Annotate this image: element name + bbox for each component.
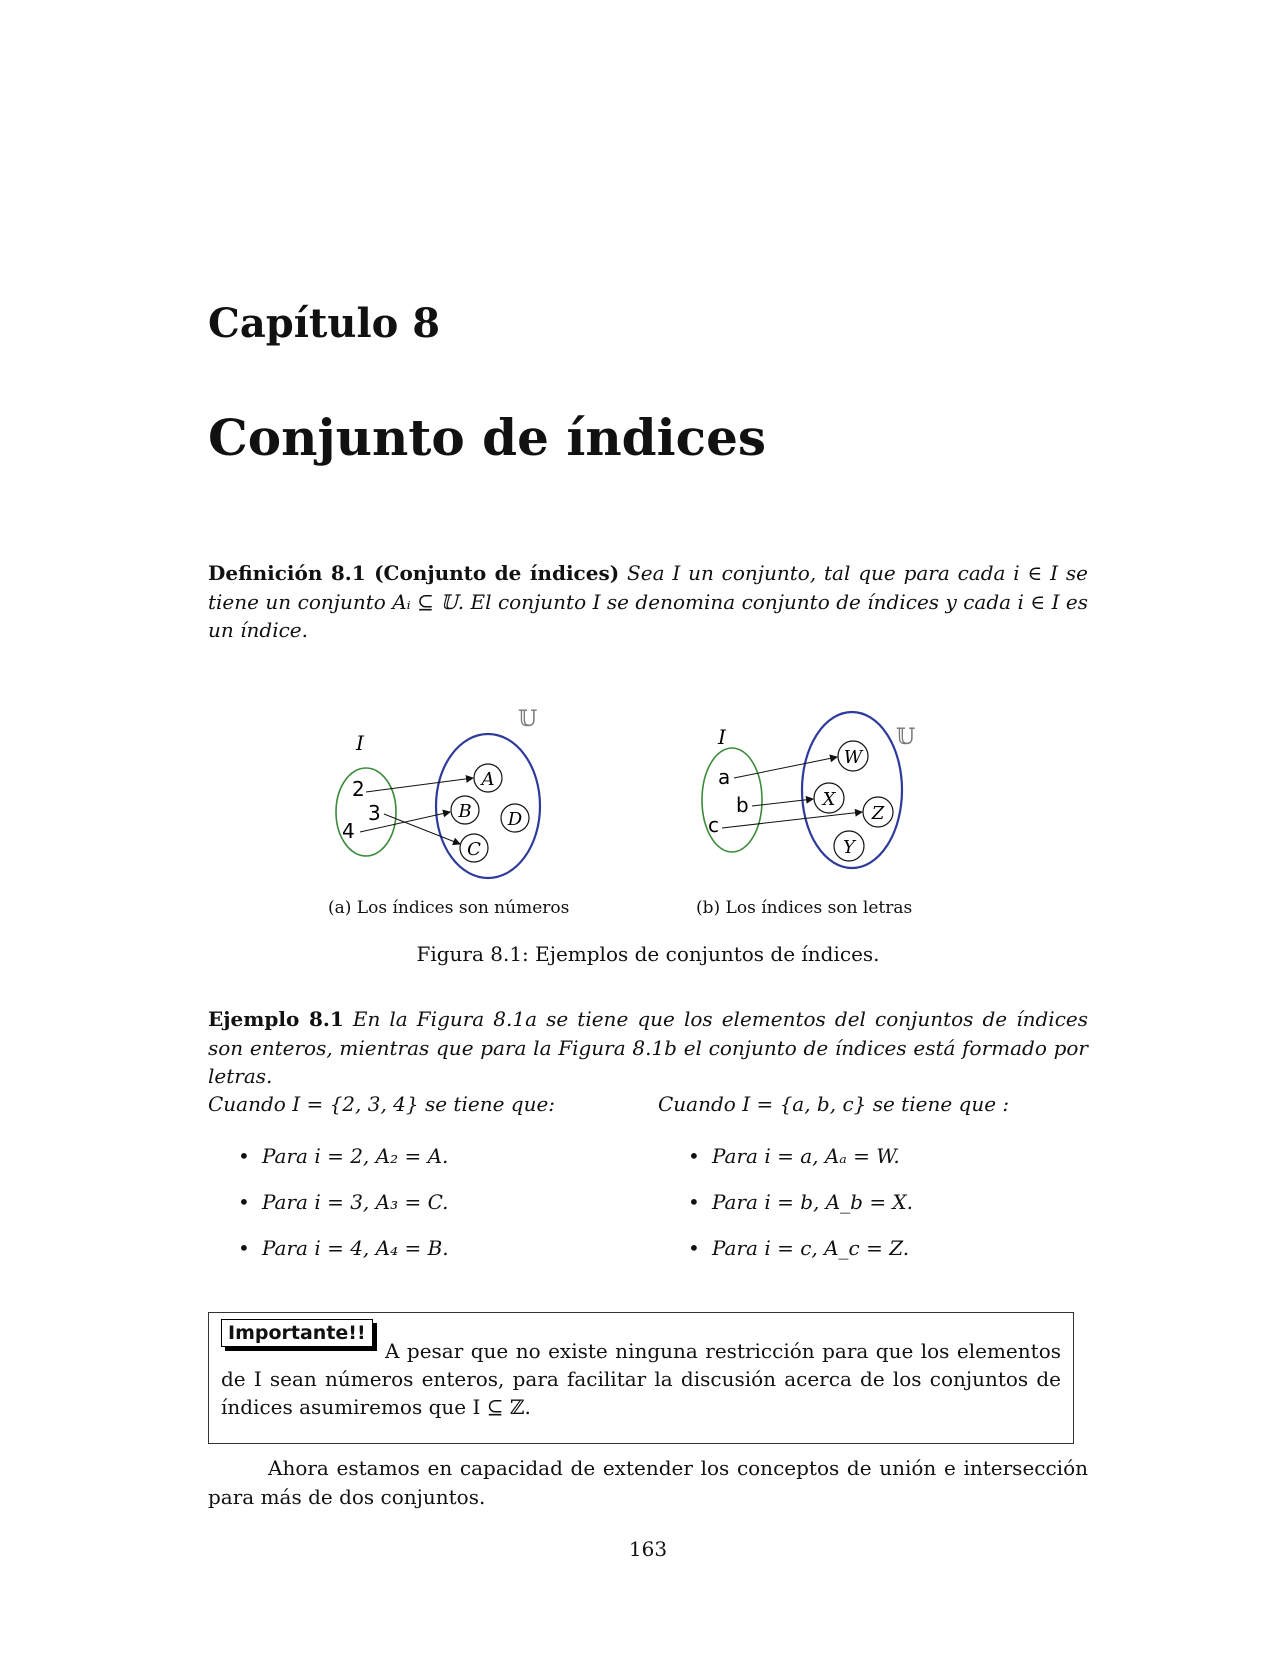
set-label-b: B (458, 801, 472, 822)
set-label-w: W (843, 747, 863, 768)
definition-head: Definición 8.1 (Conjunto de índices) (208, 561, 620, 585)
set-label-y: Y (843, 837, 855, 858)
list-item: • Para i = a, Aₐ = W. (688, 1142, 1078, 1170)
subfigure-a (328, 708, 570, 918)
set-label-x: X (822, 789, 836, 810)
definition-body: Sea I un conjunto, tal que para cada i ∈ I se tiene un conjunto Aᵢ ⊆ 𝕌. El conjunto I se denomina conjunto de índices y cada i ∈ I es un índice. (208, 561, 1089, 642)
diagram-b (696, 708, 936, 888)
example-body: En la Figura 8.1a se tiene que los elementos del conjuntos de índices son enteros, mientras que para la Figura 8.1b el conjunto de índices está formado por letras. (208, 1007, 1088, 1088)
index-2: 2 (352, 777, 365, 801)
list-item: • Para i = 2, A₂ = A. (238, 1142, 628, 1170)
left-column-lead: Cuando I = {2, 3, 4} se tiene que: (208, 1092, 556, 1116)
right-column-list (658, 1142, 1078, 1262)
set-label-d: D (507, 809, 523, 830)
index-set-label-a: I (356, 731, 364, 755)
index-3: 3 (368, 801, 381, 825)
subcaption-b: (b) Los índices son letras (696, 898, 913, 918)
right-column-lead: Cuando I = {a, b, c} se tiene que : (658, 1092, 1010, 1116)
left-column-list (208, 1142, 628, 1262)
list-item: • Para i = 4, A₄ = B. (238, 1234, 628, 1262)
closing-paragraph: Ahora estamos en capacidad de extender los conceptos de unión e intersección para más de dos conjuntos. (208, 1456, 1088, 1509)
chapter-title: Conjunto de índices (208, 408, 767, 467)
important-badge: Importante!! (221, 1319, 373, 1347)
example-head: Ejemplo 8.1 (208, 1007, 344, 1031)
set-label-a: A (481, 769, 495, 790)
chapter-label: Capítulo 8 (208, 300, 441, 347)
universe-label-b: 𝕌 (896, 725, 916, 750)
index-set-label-b: I (718, 725, 726, 749)
diagram-a (328, 708, 568, 888)
figure-caption: Figura 8.1: Ejemplos de conjuntos de índices. (416, 942, 880, 966)
definition-paragraph (208, 559, 1088, 645)
index-b: b (736, 793, 749, 817)
set-label-z: Z (871, 803, 885, 824)
list-item: • Para i = 3, A₃ = C. (238, 1188, 628, 1216)
example-paragraph (208, 1005, 1088, 1091)
index-4: 4 (342, 819, 355, 843)
important-box (208, 1312, 1074, 1444)
left-column (208, 1092, 628, 1280)
index-c: c (708, 813, 719, 837)
set-label-c: C (467, 839, 481, 860)
list-item: • Para i = b, A_b = X. (688, 1188, 1078, 1216)
figure (208, 708, 1088, 918)
arrow-2-to-a (366, 778, 473, 792)
page-number: 163 (628, 1537, 668, 1561)
important-text: A pesar que no existe ninguna restricción para que los elementos de I sean números enteros, para facilitar la discusión acerca de los conjuntos de índices asumiremos que I ⊆ ℤ. (221, 1339, 1061, 1419)
list-item: • Para i = c, A_c = Z. (688, 1234, 1078, 1262)
universe-label-a: 𝕌 (518, 708, 538, 732)
right-column (658, 1092, 1078, 1280)
arrow-a-to-w (734, 757, 837, 778)
index-a: a (718, 765, 731, 789)
subfigure-b (696, 708, 936, 918)
subcaption-a: (a) Los índices son números (328, 898, 570, 918)
